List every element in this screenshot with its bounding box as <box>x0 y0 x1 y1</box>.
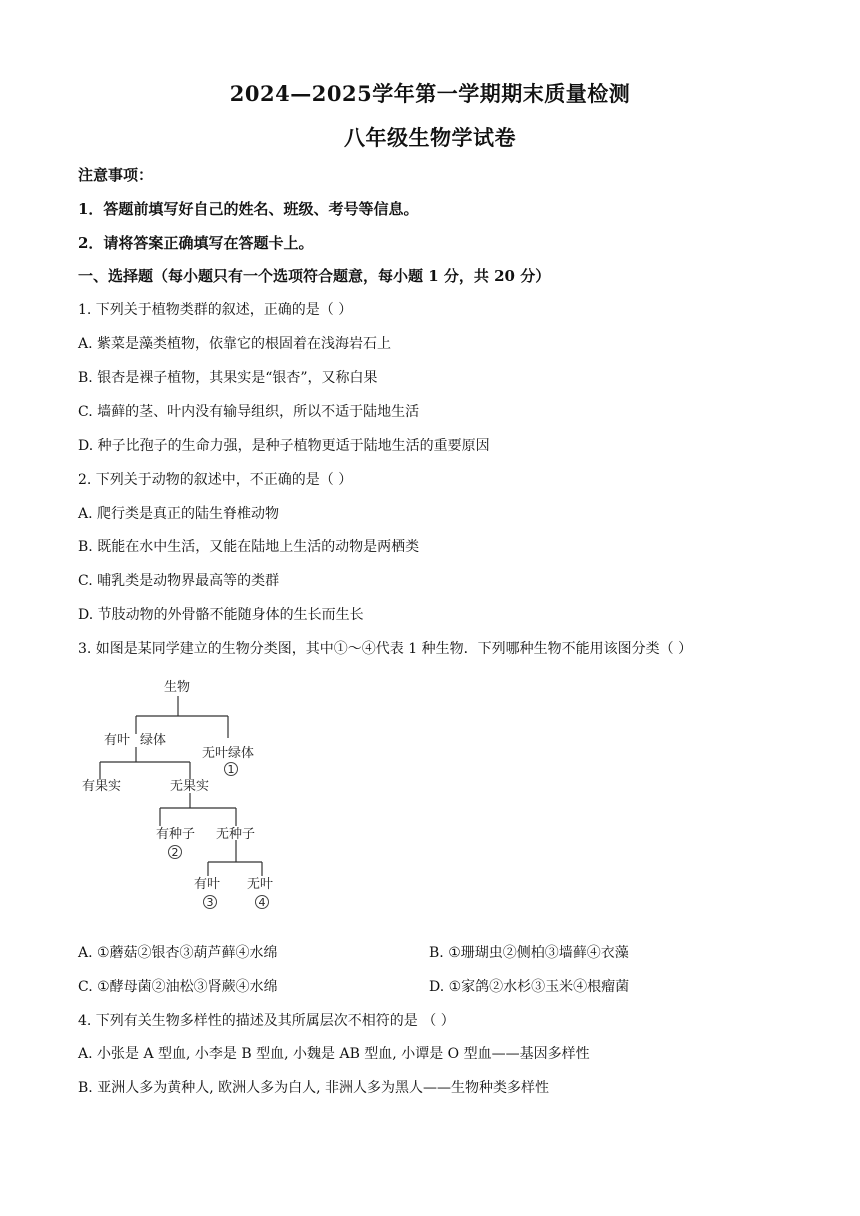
marker-1 <box>225 763 238 777</box>
q3-option-b: B. ①珊瑚虫②侧柏③墙藓④衣藻 <box>429 945 629 961</box>
marker-3 <box>204 896 217 910</box>
node-no-leaf: 无叶 <box>247 877 274 892</box>
node-no-seed: 无种子 <box>216 827 256 842</box>
marker-2 <box>169 846 182 860</box>
q2-option-a: A. 爬行类是真正的陆生脊椎动物 <box>78 506 280 522</box>
marker-4-label: 4 <box>258 896 266 909</box>
q4-stem: 4. 下列有关生物多样性的描述及其所属层次不相符的是 （ ） <box>78 1013 455 1029</box>
q1-option-c: C. 墙藓的茎、叶内没有输导组织，所以不适于陆地生活 <box>78 404 420 420</box>
q4-option-b: B. 亚洲人多为黄种人, 欧洲人多为白人, 非洲人多为黑人——生物种类多样性 <box>78 1080 549 1096</box>
q3-option-d: D. ①家鸽②水杉③玉米④根瘤菌 <box>429 979 630 995</box>
q3-option-a: A. ①蘑菇②银杏③葫芦藓④水绵 <box>78 945 278 961</box>
exam-subtitle: 八年级生物学试卷 <box>344 125 516 150</box>
node-has-leaf: 有叶 <box>104 733 131 748</box>
marker-4 <box>256 896 269 910</box>
classification-tree <box>78 676 278 916</box>
marker-2-label: 2 <box>171 846 179 859</box>
q2-option-d: D. 节肢动物的外骨骼不能随身体的生长而生长 <box>78 607 364 623</box>
q3-option-c: C. ①酵母菌②油松③肾蕨④水绵 <box>78 979 278 995</box>
classification-diagram <box>78 676 278 916</box>
node-no-chlorophyll: 无叶绿体 <box>202 746 255 761</box>
q4-option-a: A. 小张是 A 型血, 小李是 B 型血, 小魏是 AB 型血, 小谭是 O 型血——基因多样性 <box>78 1046 590 1062</box>
section-heading: 一、选择题（每小题只有一个选项符合题意，每小题 1 分，共 20 分） <box>78 267 551 285</box>
node-leaf: 有叶 <box>194 877 221 892</box>
marker-1-label: 1 <box>227 763 235 776</box>
q2-option-c: C. 哺乳类是动物界最高等的类群 <box>78 573 280 589</box>
q2-option-b: B. 既能在水中生活，又能在陆地上生活的动物是两栖类 <box>78 539 420 555</box>
node-no-fruit: 无果实 <box>170 779 210 794</box>
q3-stem: 3. 如图是某同学建立的生物分类图，其中①～④代表 1 种生物．下列哪种生物不能用该图分类（ ） <box>78 641 693 657</box>
notes-item-1: 1．答题前填写好自己的姓名、班级、考号等信息。 <box>78 200 419 218</box>
node-green-body: 绿体 <box>140 733 167 748</box>
node-root: 生物 <box>164 680 191 695</box>
notes-item-2: 2．请将答案正确填写在答题卡上。 <box>78 234 314 252</box>
q1-option-d: D. 种子比孢子的生命力强，是种子植物更适于陆地生活的重要原因 <box>78 438 490 454</box>
q2-stem: 2. 下列关于动物的叙述中，不正确的是（ ） <box>78 472 353 488</box>
marker-3-label: 3 <box>206 896 214 909</box>
exam-title: 2024—2025学年第一学期期末质量检测 <box>229 81 631 106</box>
node-has-seed: 有种子 <box>156 827 196 842</box>
q1-option-a: A. 紫菜是藻类植物，依靠它的根固着在浅海岩石上 <box>78 336 392 352</box>
q1-option-b: B. 银杏是裸子植物，其果实是“银杏”，又称白果 <box>78 370 378 386</box>
node-has-fruit: 有果实 <box>82 779 122 794</box>
notes-heading: 注意事项： <box>78 166 154 184</box>
q1-stem: 1. 下列关于植物类群的叙述，正确的是（ ） <box>78 302 353 318</box>
